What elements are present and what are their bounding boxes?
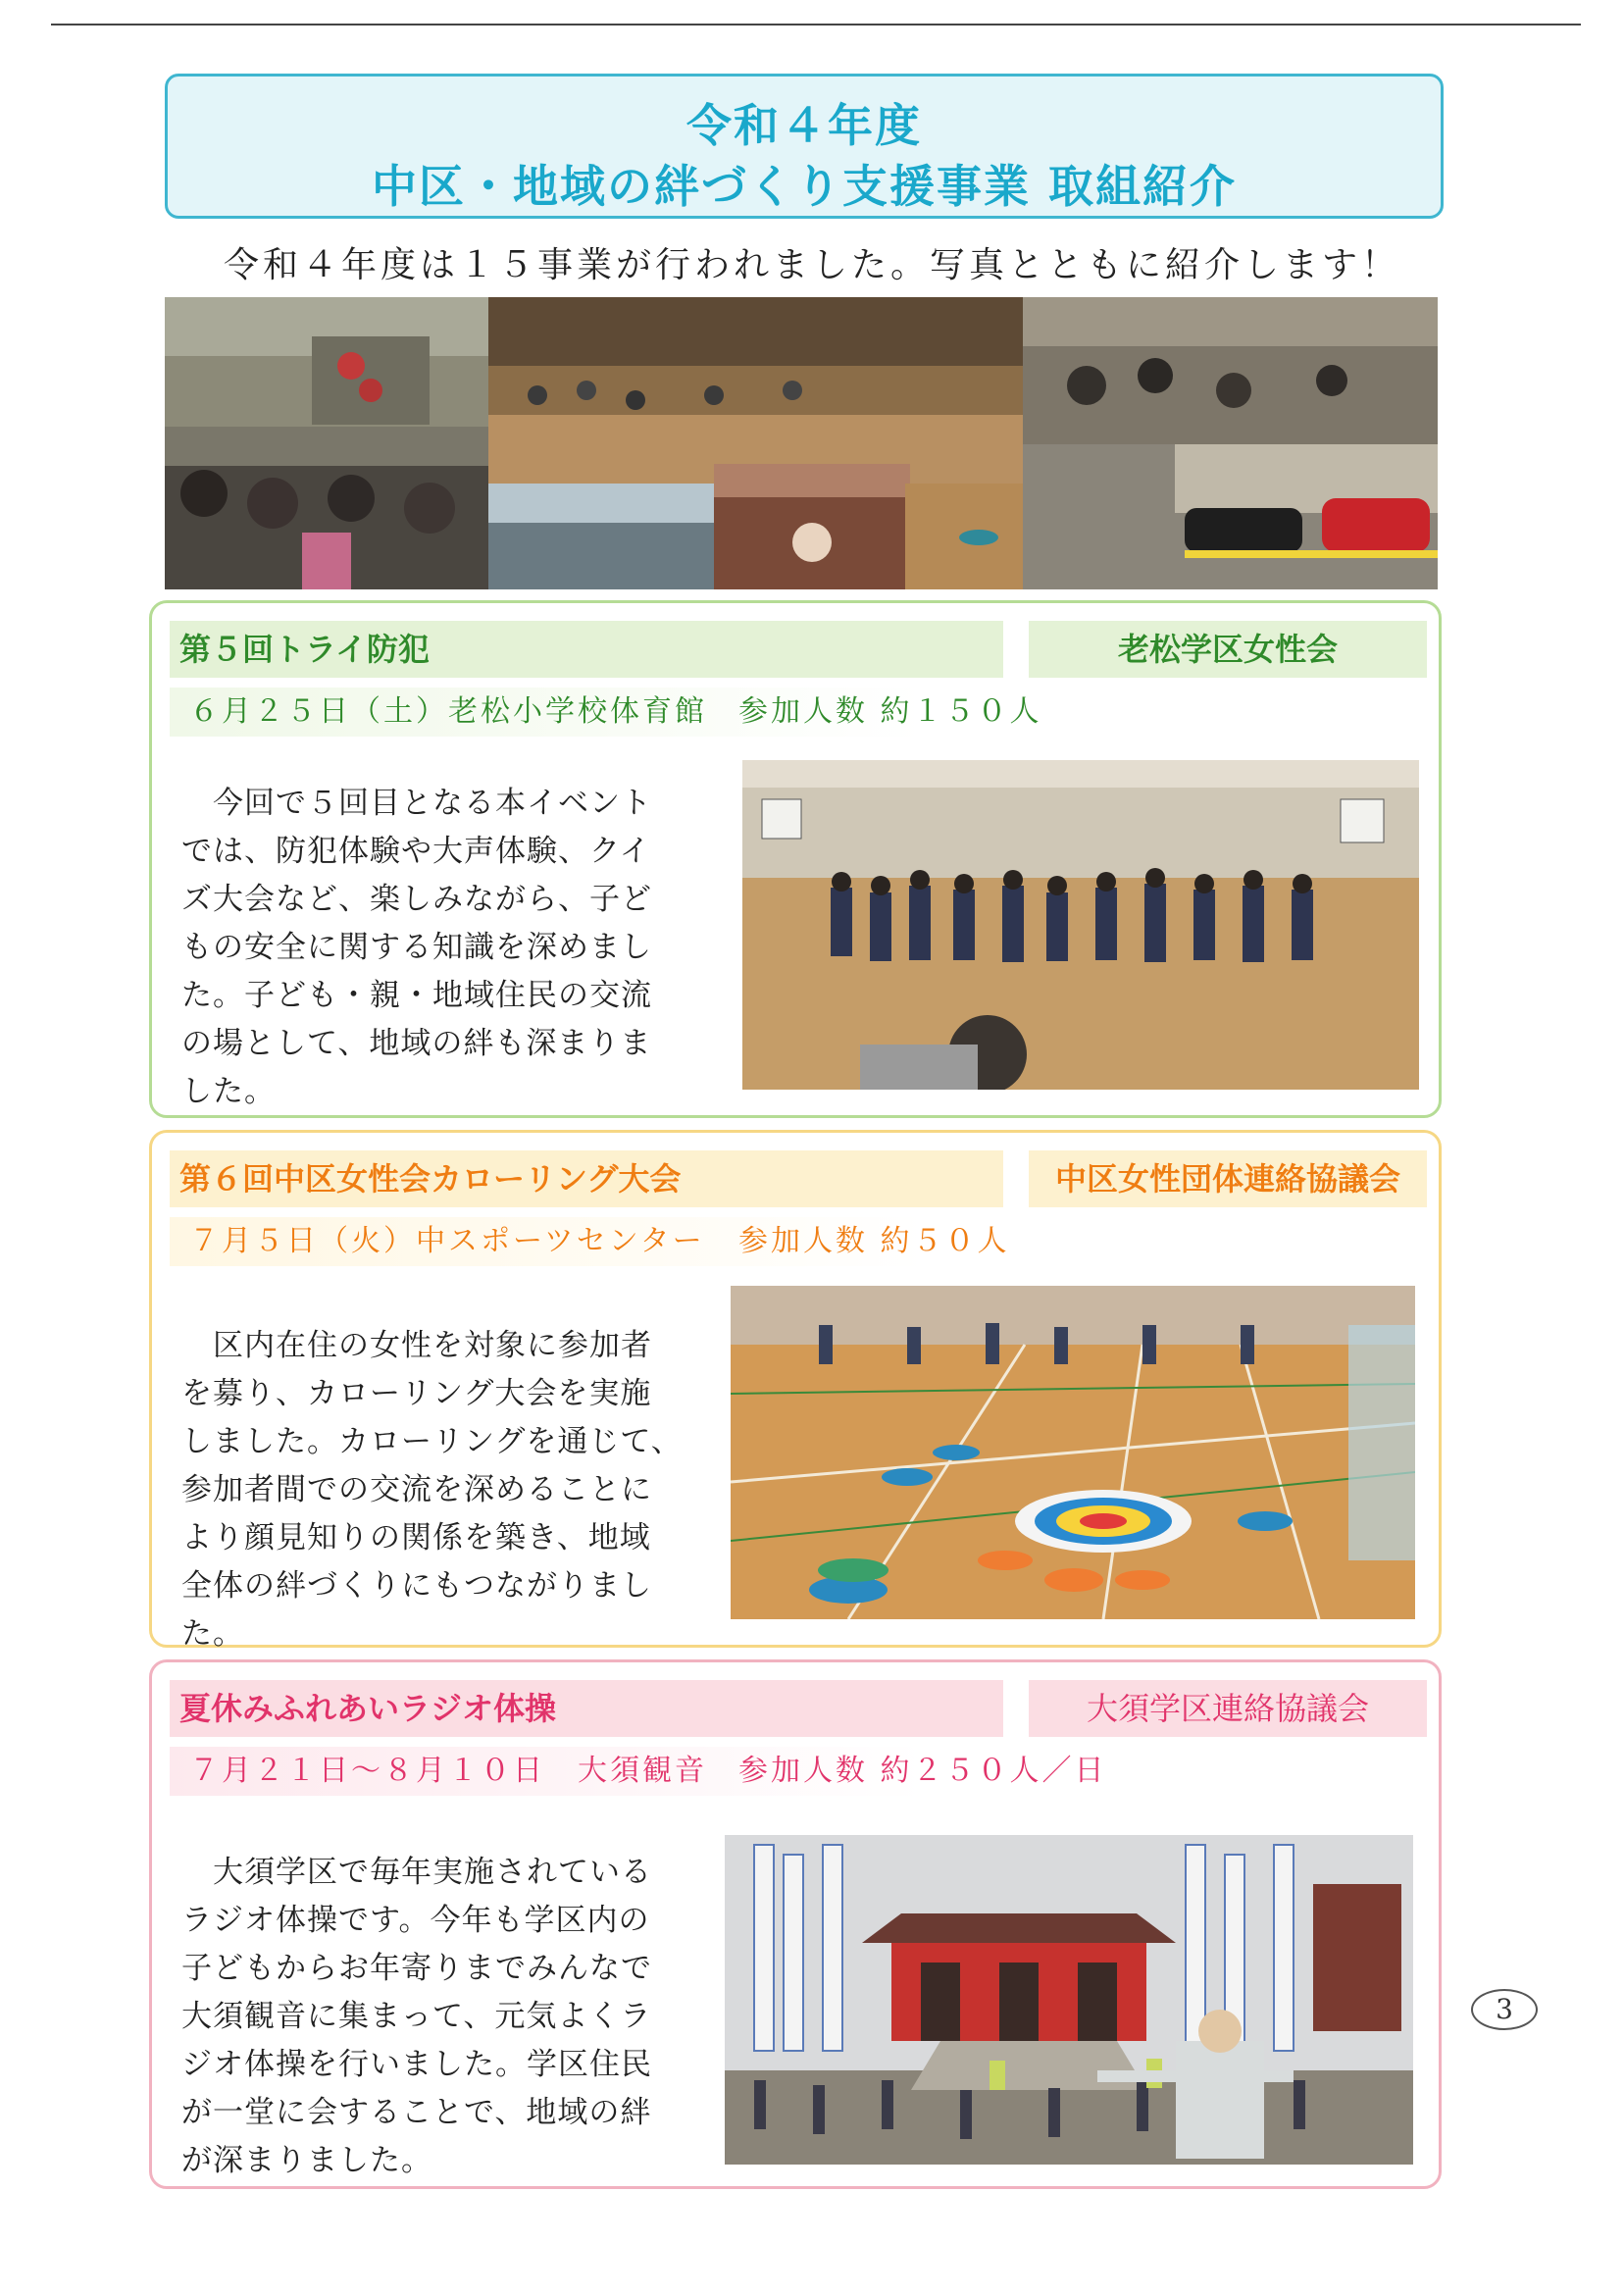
gym-event-image (742, 760, 1419, 1090)
temple-photo (725, 1835, 1413, 2165)
gym-event-photo (742, 760, 1419, 1090)
section-organizer: 中区女性団体連絡協議会 (1029, 1150, 1427, 1207)
collage-image (165, 297, 1438, 589)
section-organizer: 老松学区女性会 (1029, 621, 1427, 678)
page-number: 3 (1471, 1989, 1538, 2030)
top-rule (51, 24, 1581, 25)
section-organizer: 大須学区連絡協議会 (1029, 1680, 1427, 1737)
page-title-box (165, 74, 1444, 219)
page-title: 中区・地域の絆づくり支援事業 取組紹介 (371, 160, 1237, 213)
section-body: 大須学区で毎年実施されている ラジオ体操です。今年も学区内の 子どもからお年寄りまでみんなで 大須観音に集まって、元気よくラ ジオ体操を行いました。学区住民 が一堂に会することで、地域の絆 が深まりました。 (181, 1855, 652, 2178)
page-title-year: 令和４年度 (686, 99, 922, 152)
section-title: 第５回トライ防犯 (170, 621, 1003, 678)
curling-image (731, 1286, 1415, 1619)
section-tri-bohan (149, 600, 1442, 1118)
participants: 参加人数 約１５０人 (738, 694, 1042, 729)
date-place: ６月２５日（土）老松小学校体育館 (189, 694, 707, 729)
section-body: 今回で５回目となる本イベント では、防犯体験や大声体験、クイ ズ大会など、楽しみながら、子ど もの安全に関する知識を深めまし た。子ども・親・地域住民の交流 の場として、地域の絆も深まりま した。 (181, 786, 652, 1109)
temple-image (725, 1835, 1413, 2165)
date-place: ７月５日（火）中スポーツセンター (189, 1224, 705, 1258)
intro-text: 令和４年度は１５事業が行われました。写真とともに紹介します！ (223, 245, 1400, 285)
participants: 参加人数 約２５０人／日 (738, 1754, 1107, 1788)
section-radio-taiso (149, 1659, 1442, 2189)
section-info (170, 1217, 1427, 1266)
participants: 参加人数 約５０人 (738, 1224, 1010, 1258)
section-curling (149, 1130, 1442, 1652)
date-place: ７月２１日～８月１０日 大須観音 (189, 1754, 707, 1788)
section-info (170, 688, 1427, 737)
curling-photo (731, 1286, 1415, 1619)
section-info (170, 1747, 1427, 1796)
section-title: 夏休みふれあいラジオ体操 (170, 1680, 1003, 1737)
section-title: 第６回中区女性会カローリング大会 (170, 1150, 1003, 1207)
photo-collage (165, 297, 1438, 589)
section-body: 区内在住の女性を対象に参加者 を募り、カローリング大会を実施 しました。カローリングを通じて、 参加者間での交流を深めることに より顔見知りの関係を築き、地域 全体の絆づくりにもつながりまし た。 (181, 1328, 683, 1652)
